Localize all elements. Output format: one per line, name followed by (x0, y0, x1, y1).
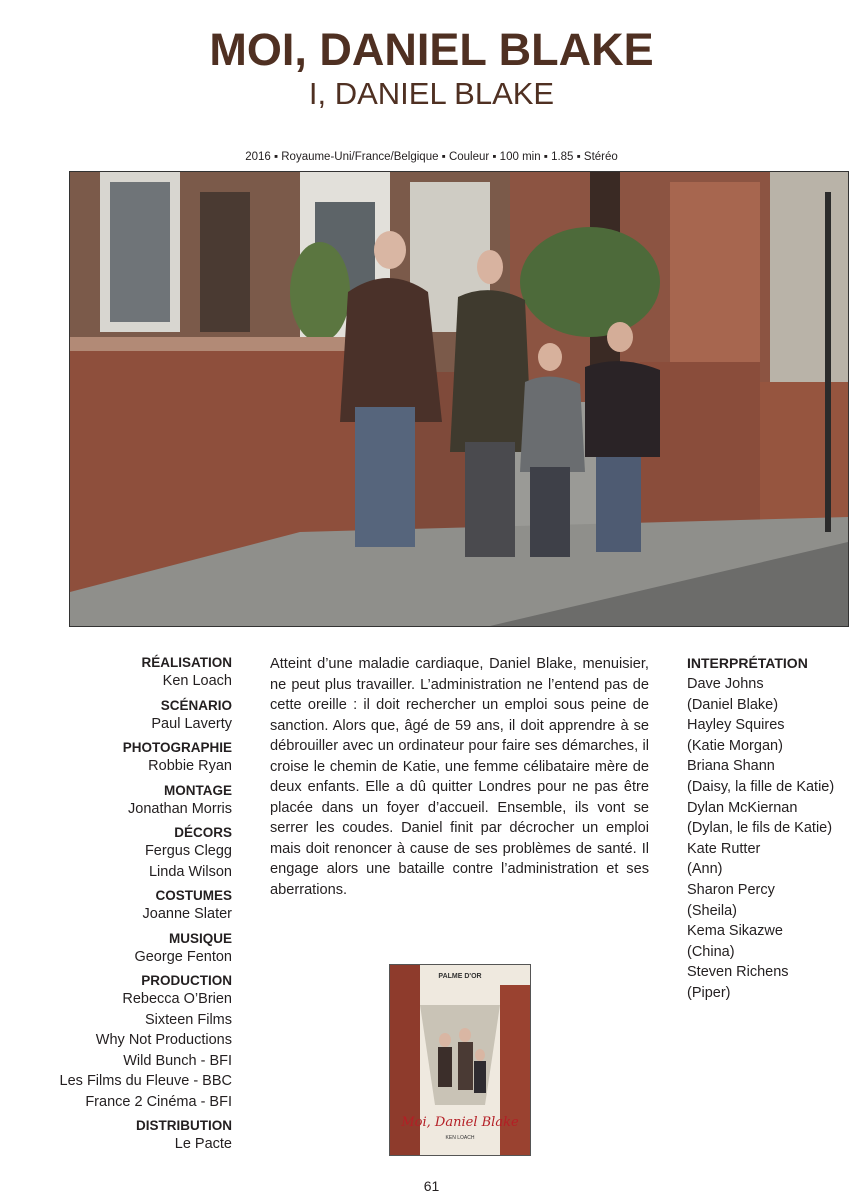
credit-name: France 2 Cinéma - BFI (85, 1093, 232, 1110)
credit-name: Ken Loach (162, 673, 232, 689)
cast-character: (Katie Morgan) (687, 737, 783, 754)
film-still-photo (69, 171, 849, 627)
cast-character: (China) (687, 943, 735, 960)
credit-name: Paul Laverty (151, 715, 232, 732)
cast-character: (Sheila) (687, 902, 737, 919)
credit-decors (30, 824, 232, 882)
credit-name: Linda Wilson (148, 863, 232, 880)
credit-name: Wild Bunch - BFI (123, 1052, 232, 1069)
poster-director: KEN LOACH (445, 1135, 475, 1141)
credit-role: MONTAGE (164, 782, 232, 798)
cast-character: (Ann) (687, 861, 723, 878)
cast-actor: Steven Richens (687, 964, 789, 981)
credit-name: Robbie Ryan (148, 758, 232, 774)
credit-role: RÉALISATION (141, 655, 232, 670)
film-title-french: MOI, DANIEL BLAKE (209, 24, 654, 75)
cast-actor: Briana Shann (687, 758, 775, 775)
page-number: 61 (423, 1178, 440, 1194)
credit-name: Joanne Slater (142, 906, 232, 922)
credit-role: MUSIQUE (168, 930, 232, 946)
cast-actor: Dylan McKiernan (687, 799, 798, 816)
credit-name: Les Films du Fleuve - BBC (59, 1073, 232, 1089)
credit-realisation (30, 654, 232, 692)
synopsis-text: Atteint d’une maladie cardiaque, Daniel Blake, menuisier, ne peut plus travailler. L’administration ne l’entend pas de cette oreille : il doit rechercher un emploi sous peine de sanction. Alors que, âgé de 59 ans, il doit apprendre à se débrouiller avec un ordinateur pour faire ses démarches, il croise le chemin de Katie, une femme célibataire mère de deux enfants. Elle a dû quitter Londres pour ne pas être placée dans un foyer d’accueil. Ensemble, ils vont se serrer les coudes. Daniel finit par décrocher un emploi mais doit renoncer à cause de ses problèmes de santé. Il engage alors une bataille contre l’administration et ses aberrations. (270, 656, 649, 898)
credit-name: George Fenton (134, 948, 232, 965)
cast-character: (Dylan, le fils de Katie) (687, 820, 833, 837)
cast-actor: Kema Sikazwe (687, 923, 783, 940)
credit-name: Why Not Productions (95, 1032, 232, 1048)
credit-name: Jonathan Morris (128, 800, 232, 817)
cast-character: (Piper) (687, 984, 731, 1001)
credit-name: Le Pacte (174, 1136, 232, 1152)
film-poster (389, 964, 531, 1156)
credit-role: PRODUCTION (141, 973, 232, 988)
poster-title: Moi, Daniel Blake (401, 1115, 519, 1130)
cast-list (687, 654, 862, 1004)
credit-musique (30, 930, 232, 968)
credit-distribution (30, 1117, 232, 1155)
credit-photographie (30, 739, 232, 777)
credit-role: DISTRIBUTION (136, 1118, 232, 1133)
poster-award: PALME D'OR (438, 973, 482, 980)
film-title-english: I, DANIEL BLAKE (308, 76, 555, 111)
credit-role: SCÉNARIO (160, 697, 232, 713)
cast-actor: Kate Rutter (687, 840, 761, 857)
cast-actor: Dave Johns (687, 676, 764, 692)
cast-character: (Daniel Blake) (687, 696, 779, 713)
credit-name: Sixteen Films (144, 1011, 232, 1028)
technical-details: 2016 ▪ Royaume-Uni/France/Belgique ▪ Couleur ▪ 100 min ▪ 1.85 ▪ Stéréo (245, 151, 618, 163)
cast-character: (Daisy, la fille de Katie) (687, 778, 835, 795)
credit-name: Rebecca O’Brien (122, 991, 232, 1007)
credit-role: COSTUMES (155, 888, 232, 903)
cast-actor: Sharon Percy (687, 881, 775, 898)
credit-role: PHOTOGRAPHIE (122, 740, 232, 755)
credit-production (30, 972, 232, 1112)
crew-credits (30, 654, 232, 1160)
credit-role: DÉCORS (174, 825, 232, 840)
credit-name: Fergus Clegg (144, 843, 232, 859)
cast-header: INTERPRÉTATION (687, 655, 808, 671)
credit-scenario (30, 697, 232, 735)
credit-costumes (30, 887, 232, 925)
cast-actor: Hayley Squires (687, 717, 785, 734)
credit-montage (30, 782, 232, 820)
